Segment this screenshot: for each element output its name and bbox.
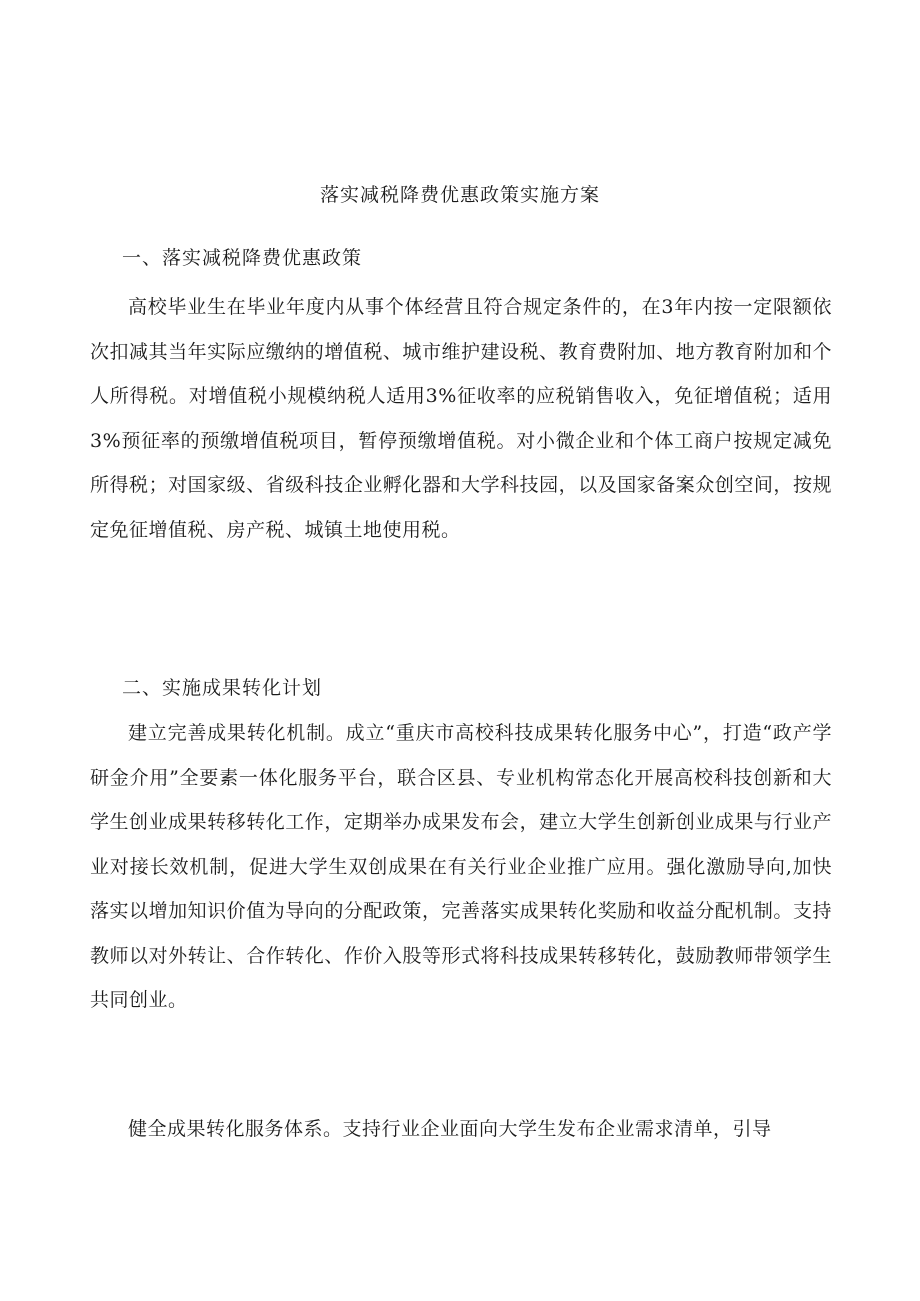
section-heading-1: 一、落实减税降费优惠政策 xyxy=(122,247,363,269)
section-1-paragraph: 高校毕业生在毕业年度内从事个体经营且符合规定条件的，在3年内按一定限额依次扣减其当年实际应缴纳的增值税、城市维护建设税、教育费附加、地方教育附加和个人所得税。对增值税小规模纳税人适用3%征收率的应税销售收入，免征增值税；适用3%预征率的预缴增值税项目，暂停预缴增值税。对小微企业和个体工商户按规定减免所得税；对国家级、省级科技企业孵化器和大学科技园，以及国家备案众创空间，按规定免征增值税、房产税、城镇土地使用税。 xyxy=(90,296,832,541)
document-title: 落实减税降费优惠政策实施方案 xyxy=(319,184,600,206)
section-2-paragraph-1: 建立完善成果转化机制。成立“重庆市高校科技成果转化服务中心”，打造“政产学研金介用”全要素一体化服务平台，联合区县、专业机构常态化开展高校科技创新和大学生创业成果转移转化工作，定期举办成果发布会，建立大学生创新创业成果与行业产业对接长效机制，促进大学生双创成果在有关行业企业推广应用。强化激励导向,加快落实以增加知识价值为导向的分配政策，完善落实成果转化奖励和收益分配机制。支持教师以对外转让、合作转化、作价入股等形式将科技成果转移转化，鼓励教师带领学生共同创业。 xyxy=(90,722,832,1011)
section-2-paragraph-2: 健全成果转化服务体系。支持行业企业面向大学生发布企业需求清单，引导 xyxy=(128,1118,772,1140)
section-heading-2: 二、实施成果转化计划 xyxy=(122,677,323,699)
